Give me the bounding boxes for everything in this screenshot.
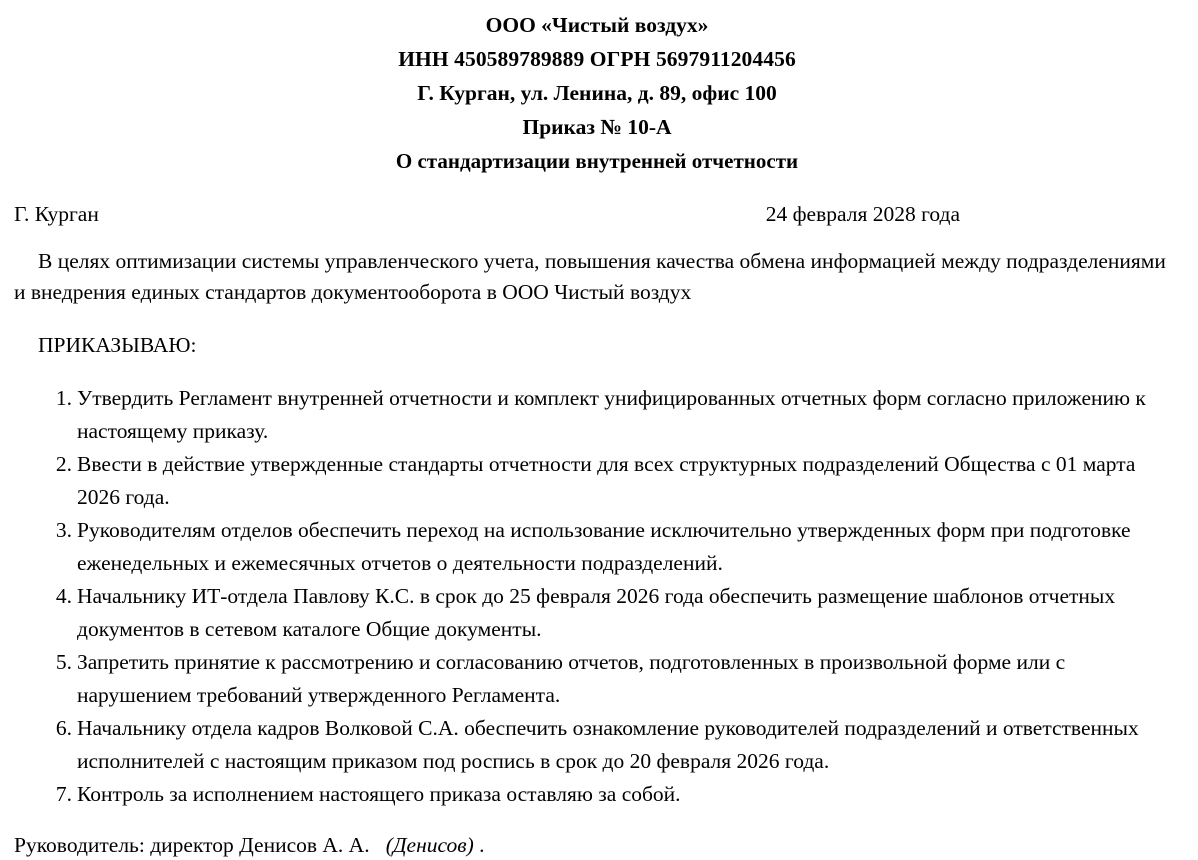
- list-item-number: 3.: [55, 518, 72, 542]
- document-header: [14, 0, 1180, 178]
- list-item-number: 6.: [55, 716, 72, 740]
- list-item-text: Контроль за исполнением настоящего приказа оставляю за собой.: [77, 782, 681, 806]
- list-item: [14, 646, 1180, 712]
- list-item-text: Начальнику отдела кадров Волковой С.А. обеспечить ознакомление руководителей подразделений и ответственных исполнителей с настоящим приказом под роспись в срок до 20 февраля 2026 года.: [77, 716, 1139, 773]
- list-item: [14, 712, 1180, 778]
- list-item-number: 1.: [55, 386, 72, 410]
- list-item-number: 4.: [55, 584, 72, 608]
- company-registration-ids: ИНН 450589789889 ОГРН 5697911204456: [398, 47, 796, 71]
- place-and-date-row: [14, 199, 1180, 229]
- list-item: [14, 448, 1180, 514]
- list-item-number: 5.: [55, 650, 72, 674]
- list-item-text: Начальнику ИТ-отдела Павлову К.С. в срок до 25 февраля 2026 года обеспечить размещение шаблонов отчетных документов в сетевом каталоге Общие документы.: [77, 584, 1116, 641]
- signature-terminator: .: [479, 833, 485, 857]
- order-number: Приказ № 10-А: [522, 115, 672, 139]
- preamble-paragraph: В целях оптимизации системы управленческого учета, повышения качества обмена информацией между подразделениями и внедрения единых стандартов документооборота в ООО Чистый воздух: [14, 249, 1166, 304]
- signature-separator: [375, 833, 380, 857]
- list-item-text: Запретить принятие к рассмотрению и согласованию отчетов, подготовленных в произвольной форме или с нарушением требований утвержденного Регламента.: [77, 650, 1066, 707]
- list-item-number: 2.: [55, 452, 72, 476]
- order-subject: О стандартизации внутренней отчетности: [395, 149, 799, 173]
- list-item: [14, 580, 1180, 646]
- signature-line: [14, 830, 1180, 860]
- list-item: [14, 778, 1180, 811]
- company-address: Г. Курган, ул. Ленина, д. 89, офис 100: [417, 81, 777, 105]
- list-item-text: Руководителям отделов обеспечить переход на использование исключительно утвержденных форм при подготовке еженедельных и ежемесячных отчетов о деятельности подразделений.: [77, 518, 1131, 575]
- command-word: ПРИКАЗЫВАЮ:: [38, 332, 197, 357]
- order-items-list: [14, 382, 1180, 811]
- signatory-role-and-name: Руководитель: директор Денисов А. А.: [14, 833, 370, 857]
- company-name: ООО «Чистый воздух»: [485, 13, 709, 37]
- list-item: [14, 382, 1180, 448]
- list-item: [14, 514, 1180, 580]
- signature-facsimile: (Денисов): [385, 833, 474, 857]
- list-item-text: Утвердить Регламент внутренней отчетности и комплект унифицированных отчетных форм согласно приложению к настоящему приказу.: [77, 386, 1146, 443]
- list-item-number: 7.: [55, 782, 72, 806]
- list-item-text: Ввести в действие утвержденные стандарты отчетности для всех структурных подразделений Общества с 01 марта 2026 года.: [77, 452, 1136, 509]
- place-of-issue: Г. Курган: [14, 202, 99, 226]
- date-of-issue: 24 февраля 2028 года: [765, 202, 960, 226]
